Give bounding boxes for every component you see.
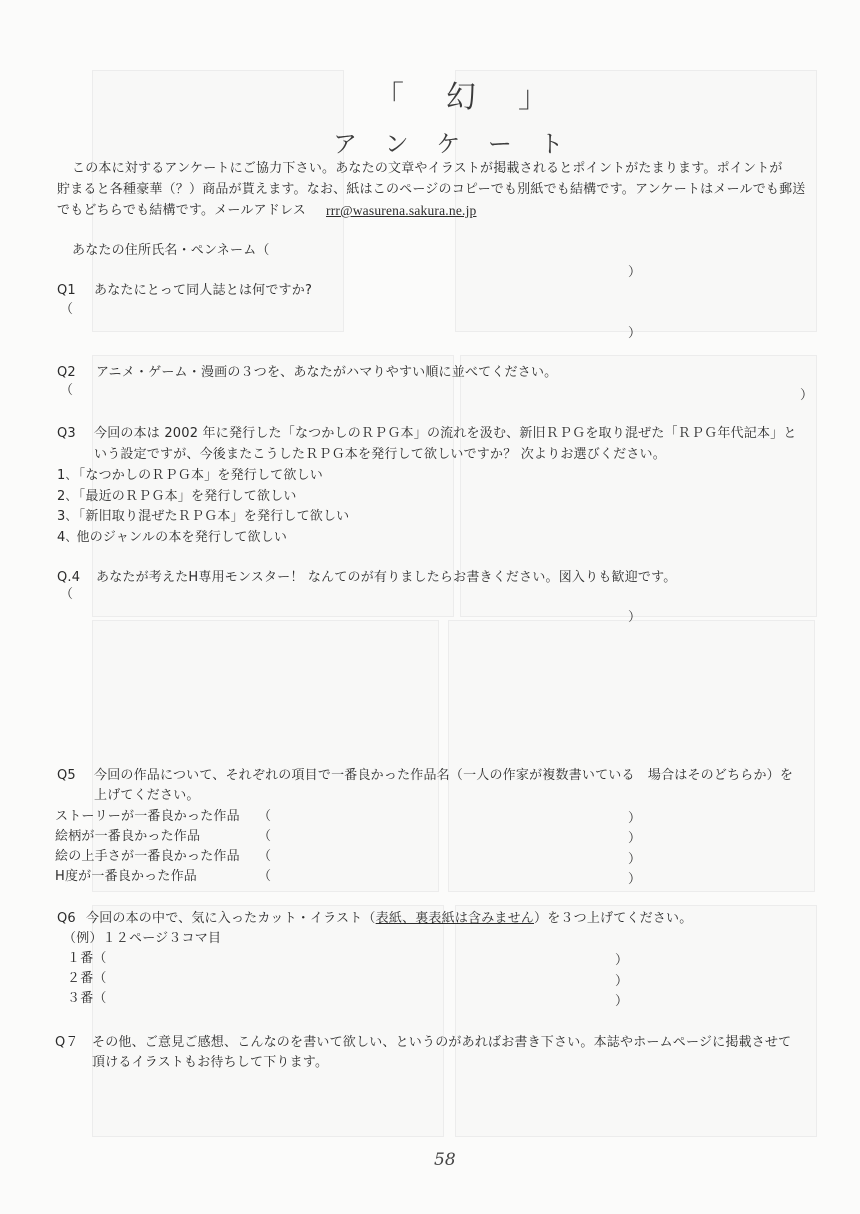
q5-item-label: 絵の上手さが一番良かった作品	[55, 849, 240, 864]
q5-item-close: ）	[628, 811, 642, 826]
q6-example: （例）１２ページ３コマ目	[63, 931, 222, 946]
q2-open-paren: （	[60, 383, 74, 398]
q6-text-underlined: 表紙、裏表紙は含みません	[375, 911, 535, 926]
q6-rank-label: ３番（	[67, 991, 107, 1006]
q3-text-line: いう設定ですが、今後またこうしたＲＰＧ本を発行して欲しいですか？ 次よりお選びください。	[94, 447, 666, 462]
q7-number: Q７	[55, 1035, 79, 1050]
q1-text: あなたにとって同人誌とは何ですか?	[94, 283, 313, 298]
page-title: 「 幻 」	[374, 80, 554, 115]
q6-rank-close: ）	[615, 974, 629, 989]
q5-item-close: ）	[628, 831, 642, 846]
q6-text: 今回の本の中で、気に入ったカット・イラスト（表紙、裏表紙は含みません）を３つ上げてください。	[86, 911, 693, 926]
q6-rank-label: ２番（	[67, 971, 107, 986]
q5-item-open: （	[258, 849, 272, 864]
q5-item-label: H度が一番良かった作品	[55, 869, 197, 884]
q2-text: アニメ・ゲーム・漫画の３つを、あなたがハマりやすい順に並べてください。	[96, 365, 558, 380]
q4-close-paren: ）	[628, 610, 642, 625]
name-field-label: あなたの住所氏名・ペンネーム（	[72, 243, 270, 258]
q5-item-open: （	[258, 829, 272, 844]
q2-number: Q2	[57, 365, 76, 380]
q5-item-label: 絵柄が一番良かった作品	[55, 829, 201, 844]
q7-text-line: 頂けるイラストもお待ちして下ります。	[92, 1055, 329, 1070]
intro-line: でもどちらでも結構です。メールアドレス	[57, 203, 306, 218]
q1-close-paren: ）	[628, 326, 642, 341]
q3-option: 2､「最近のＲＰＧ本」を発行して欲しい	[57, 489, 297, 504]
q4-number: Q.4	[57, 570, 81, 585]
email-address: rrr@wasurena.sakura.ne.jp	[326, 203, 477, 218]
q1-number: Q1	[57, 283, 76, 298]
page-subtitle: ア ン ケ ー ト	[333, 130, 574, 158]
q5-item-close: ）	[628, 852, 642, 867]
q3-option: 1､「なつかしのＲＰＧ本」を発行して欲しい	[57, 468, 323, 483]
q1-open-paren: （	[60, 302, 74, 317]
name-field-close: ）	[628, 265, 642, 280]
q5-item-open: （	[258, 869, 272, 884]
q5-number: Q5	[57, 768, 76, 783]
intro-line: この本に対するアンケートにご協力下さい。あなたの文章やイラストが掲載されるとポイントがたまります。ポイントが	[72, 161, 783, 176]
q4-text: あなたが考えたH専用モンスター！ なんてのが有りましたらお書きください。図入りも歓迎です。	[96, 570, 677, 585]
intro-line: 貯まると各種豪華（？）商品が貰えます。なお、紙はこのページのコピーでも別紙でも結構です。アンケートはメールでも郵送	[57, 182, 806, 197]
page-number: 58	[434, 1150, 456, 1170]
q5-item-open: （	[258, 809, 272, 824]
q3-option: 3､「新旧取り混ぜたＲＰＧ本」を発行して欲しい	[57, 509, 350, 524]
q5-text-line: 今回の作品について、それぞれの項目で一番良かった作品名（一人の作家が複数書いている 場合はそのどちらか）を	[94, 768, 794, 783]
show-through-panel	[455, 905, 817, 1137]
q4-open-paren: （	[60, 587, 74, 602]
q3-option: 4､ 他のジャンルの本を発行して欲しい	[57, 530, 288, 545]
q3-text-line: 今回の本は 2002 年に発行した「なつかしのＲＰＧ本」の流れを汲む、新旧ＲＰＧを取り混ぜた「ＲＰＧ年代記本」と	[94, 426, 797, 441]
q2-close-paren: ）	[800, 388, 814, 403]
q7-text-line: その他、ご意見ご感想、こんなのを書いて欲しい、というのがあればお書き下さい。本誌やホームページに掲載させて	[92, 1035, 792, 1050]
q6-rank-close: ）	[615, 953, 629, 968]
q3-number: Q3	[57, 426, 76, 441]
q5-item-close: ）	[628, 872, 642, 887]
q5-item-label: ストーリーが一番良かった作品	[55, 809, 240, 824]
q6-rank-close: ）	[615, 994, 629, 1009]
q5-text-line: 上げてください。	[94, 788, 200, 803]
q6-rank-label: １番（	[67, 951, 107, 966]
q6-number: Q6	[57, 911, 76, 926]
